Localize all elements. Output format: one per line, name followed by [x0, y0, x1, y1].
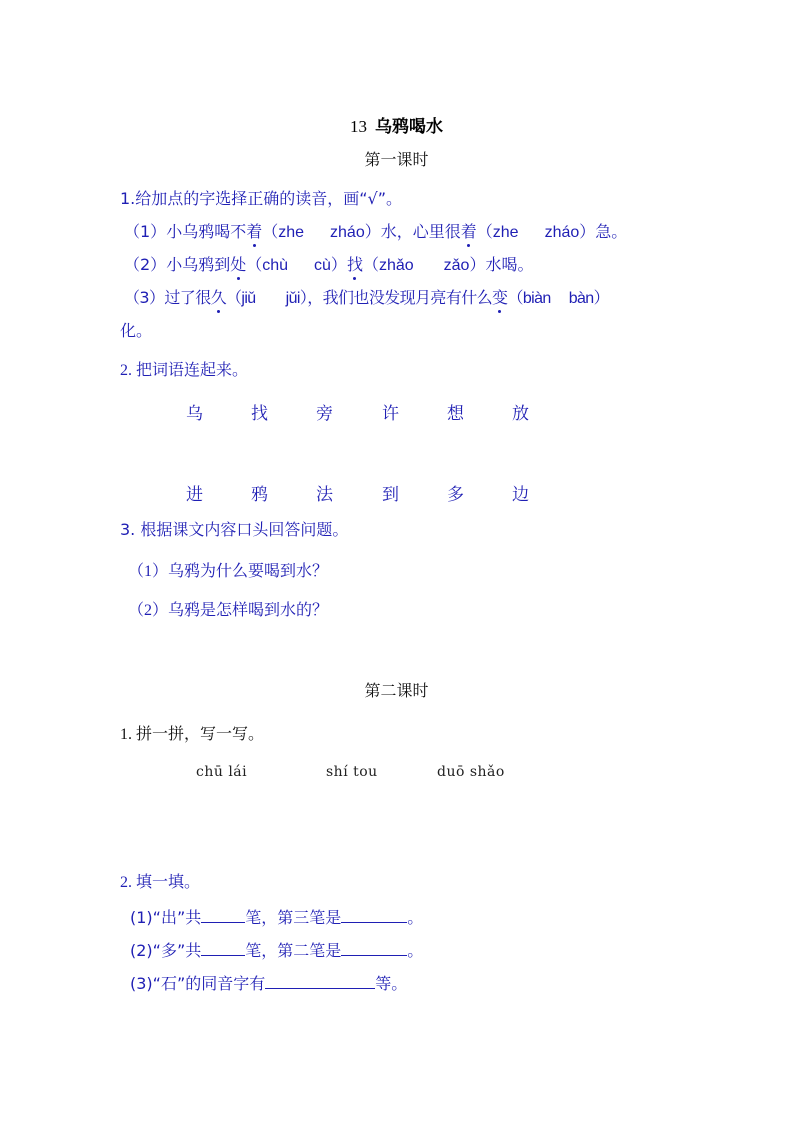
item-label: （1）	[124, 222, 167, 241]
answer-blank[interactable]	[341, 939, 407, 956]
match-word-top[interactable]: 旁	[316, 404, 333, 424]
item-text: 过了很	[164, 288, 211, 307]
item-text: 笔，第二笔是	[245, 941, 342, 960]
match-word-top[interactable]: 想	[447, 404, 464, 424]
dotted-char: 着	[460, 222, 477, 241]
pinyin-word: duō shǎo	[437, 764, 505, 780]
item-text: 笔，第三笔是	[245, 908, 342, 927]
pinyin-option: （biàn	[507, 290, 551, 307]
dotted-char: 着	[246, 222, 263, 241]
answer-blank[interactable]	[341, 906, 407, 923]
match-word-top[interactable]: 放	[512, 404, 529, 424]
pinyin-word: chū lái	[196, 764, 248, 780]
dotted-char: 找	[346, 255, 363, 274]
pinyin-option: zháo）水，心里很	[330, 224, 461, 241]
match-word-bottom[interactable]: 多	[447, 485, 464, 505]
pinyin-option: （jiǔ	[226, 290, 256, 307]
lesson-name: 乌鸦喝水	[375, 117, 443, 137]
lesson-number: 13	[350, 117, 367, 136]
q3-item-2	[128, 600, 328, 621]
item-text: 。	[407, 941, 424, 960]
dotted-char: 久	[210, 288, 226, 307]
item-label: （2）	[128, 602, 169, 619]
item-text: 小乌鸦喝不	[166, 222, 247, 241]
match-word-top[interactable]: 乌	[186, 404, 203, 424]
p2-q1-prompt	[120, 724, 264, 745]
item-text: 小乌鸦到	[166, 255, 231, 274]
item-text: “石”的同音字有	[152, 974, 266, 993]
match-word-bottom[interactable]: 鸦	[251, 485, 268, 505]
fill-item-1	[130, 906, 423, 928]
item-text: “出”共	[152, 908, 202, 927]
p2-q2-prompt-text: 2. 填一填。	[120, 874, 201, 891]
match-word-top[interactable]: 找	[251, 404, 268, 424]
item-label: （3）	[124, 288, 165, 307]
item-label: （1）	[128, 563, 169, 580]
pinyin-option: （zhǎo	[362, 257, 414, 274]
item-label: (1)	[130, 908, 153, 927]
pinyin-word: shí tou	[326, 764, 378, 780]
item-text: 等。	[375, 974, 408, 993]
q1-prompt: 1.给加点的字选择正确的读音，画“√”。	[120, 189, 403, 208]
dotted-char: 处	[230, 255, 247, 274]
q2-prompt-text: 2. 把词语连起来。	[120, 362, 249, 379]
pinyin-option: bàn）	[568, 290, 609, 307]
pinyin-option: （zhe	[262, 224, 305, 241]
item-text: 乌鸦为什么要喝到水？	[168, 561, 329, 580]
pinyin-option: zháo）急。	[544, 224, 628, 241]
q1-item-3	[124, 288, 609, 309]
match-word-top[interactable]: 许	[382, 404, 399, 424]
answer-blank[interactable]	[265, 972, 375, 989]
item-label: (3)	[130, 974, 153, 993]
fill-item-2	[130, 939, 423, 961]
q3-item-1	[128, 561, 328, 582]
match-word-bottom[interactable]: 法	[316, 485, 333, 505]
pinyin-option: cù）	[314, 257, 347, 274]
pinyin-option: zǎo）水喝。	[443, 257, 534, 274]
q1-item-2	[124, 255, 533, 276]
match-word-bottom[interactable]: 到	[382, 485, 399, 505]
q3-prompt: 3. 根据课文内容口头回答问题。	[120, 520, 349, 539]
p2-q1-prompt-text: 1. 拼一拼，写一写。	[120, 726, 265, 743]
dotted-char: 变	[492, 288, 508, 307]
item-text: 乌鸦是怎样喝到水的？	[168, 600, 329, 619]
fill-item-3	[130, 972, 407, 994]
pinyin-option: jǔi），我们也没发现月亮有什么	[285, 290, 493, 307]
item-text: “多”共	[152, 941, 202, 960]
period-two-heading: 第二课时	[364, 681, 429, 700]
match-word-bottom[interactable]: 进	[186, 485, 203, 505]
answer-blank[interactable]	[201, 939, 245, 956]
item-label: （2）	[124, 255, 167, 274]
p2-q2-prompt	[120, 872, 200, 893]
item-text: 。	[407, 908, 424, 927]
q1-item-3-continuation: 化。	[120, 321, 153, 340]
item-label: (2)	[130, 941, 153, 960]
q1-item-1	[124, 222, 627, 243]
match-word-bottom[interactable]: 边	[512, 485, 529, 505]
lesson-title	[0, 112, 793, 137]
pinyin-option: （chù	[246, 257, 289, 274]
q2-prompt	[120, 360, 248, 381]
pinyin-option: （zhe	[476, 224, 519, 241]
answer-blank[interactable]	[201, 906, 245, 923]
period-one-heading: 第一课时	[364, 150, 429, 169]
